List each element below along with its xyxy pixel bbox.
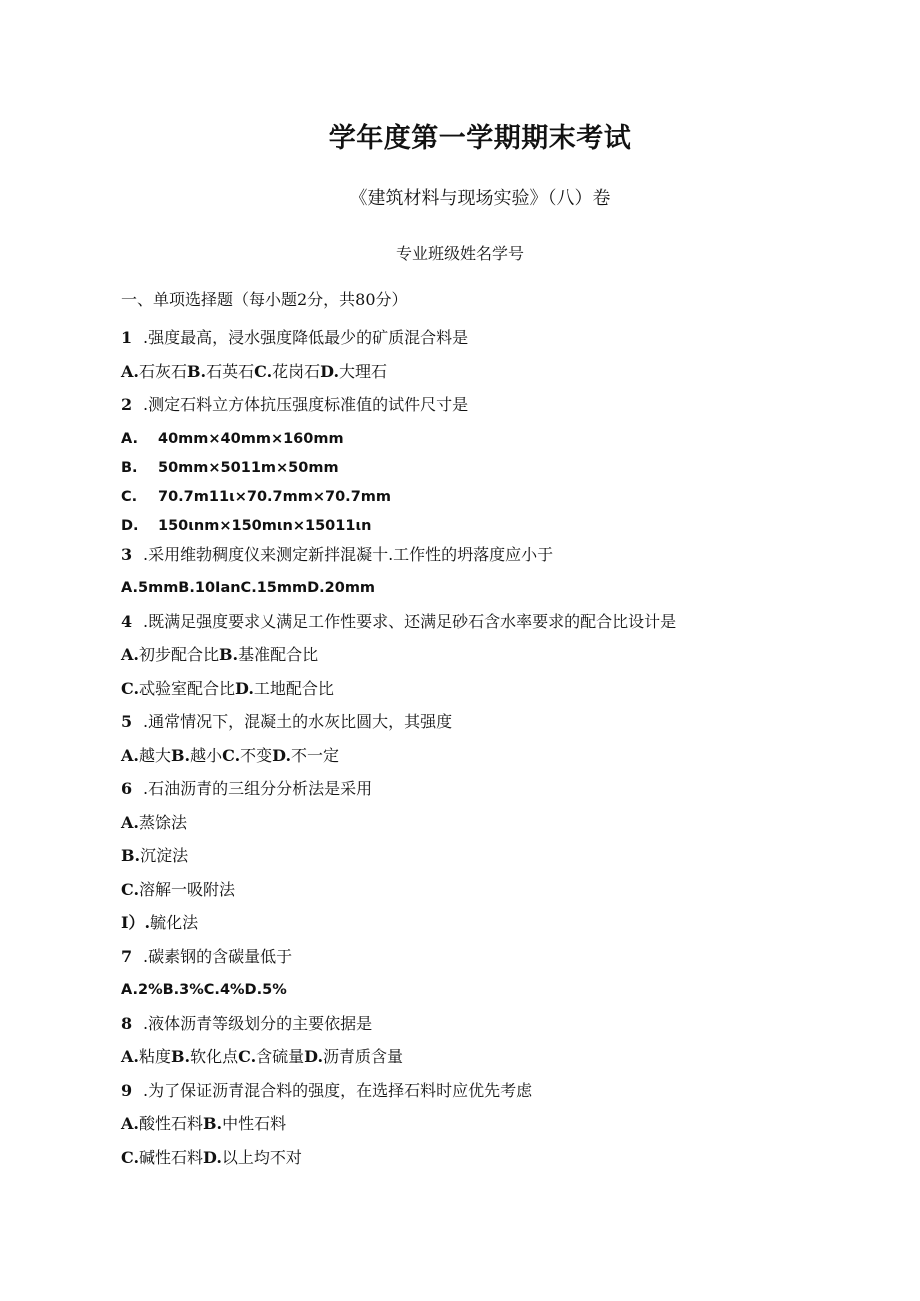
option-text: 不变 xyxy=(240,745,273,765)
option-label: B. xyxy=(171,745,191,765)
option-row xyxy=(121,1044,901,1078)
option-text: 大理石 xyxy=(339,361,388,381)
question-number: 8 xyxy=(121,1013,133,1033)
option-text: 不一定 xyxy=(291,745,340,765)
question-text: .碳素钢的含碳量低于 xyxy=(143,946,293,966)
option-label: A. xyxy=(121,1047,139,1066)
option-row: A.5mmB.10IanC.15mmD.20mm xyxy=(121,580,376,596)
option-label: D. xyxy=(320,361,340,381)
question-number: 9 xyxy=(121,1080,133,1100)
option-row xyxy=(121,910,901,944)
option-label: C. xyxy=(121,678,140,698)
option-label: D. xyxy=(121,517,139,534)
question-text: .为了保证沥青混合料的强度，在选择石料时应优先考虑 xyxy=(143,1080,533,1100)
option-label: C. xyxy=(222,745,241,765)
question-text: .液体沥青等级划分的主要依据是 xyxy=(143,1013,373,1033)
option-text: 软化点 xyxy=(190,1047,239,1066)
option-label: C. xyxy=(254,361,273,381)
option-row xyxy=(121,843,901,877)
student-info-line: 专业班级姓名学号 xyxy=(395,244,524,263)
option-label: A. xyxy=(121,1114,139,1133)
question-text: .采用维勃稠度仪来测定新拌混凝十.工作性的坍落度应小于 xyxy=(143,544,554,564)
option-label: B. xyxy=(203,1114,223,1133)
option-text: 碱性石料 xyxy=(139,1147,204,1167)
option-label: C. xyxy=(121,488,138,505)
option-row xyxy=(121,676,901,710)
question-1 xyxy=(121,325,901,359)
question-text: .通常情况下，混凝土的水灰比圆大，其强度 xyxy=(143,712,453,731)
question-8 xyxy=(121,1011,901,1045)
exam-title: 学年度第一学期期末考试 xyxy=(328,123,632,154)
option-label: C. xyxy=(238,1047,257,1066)
option-text: 越小 xyxy=(190,745,223,765)
option-text: 石英石 xyxy=(206,361,255,381)
option-row xyxy=(121,455,901,484)
option-text: 酸性石料 xyxy=(138,1114,203,1133)
option-label: D. xyxy=(304,1047,324,1066)
option-text: 沥青质含量 xyxy=(323,1047,404,1066)
option-row xyxy=(121,810,901,844)
option-text: 石灰石 xyxy=(138,361,187,381)
question-5 xyxy=(121,709,901,743)
question-text: .测定石料立方体抗压强度标准值的试件尺寸是 xyxy=(143,395,469,414)
option-text: 基准配合比 xyxy=(238,645,319,664)
option-text: 工地配合比 xyxy=(253,678,334,698)
option-label: D. xyxy=(235,678,254,698)
option-label: B. xyxy=(171,1047,191,1066)
question-text: .强度最高，浸水强度降低最少的矿质混合料是 xyxy=(143,328,469,347)
option-label: B. xyxy=(121,459,138,476)
option-text: 初步配合比 xyxy=(138,645,219,664)
option-label: D. xyxy=(203,1147,222,1167)
question-number: 2 xyxy=(121,395,133,414)
option-label: A. xyxy=(121,745,139,765)
option-row xyxy=(121,743,901,777)
question-6 xyxy=(121,776,901,810)
option-row xyxy=(121,1111,901,1145)
option-row: A.2%B.3%C.4%D.5% xyxy=(121,982,287,998)
question-3 xyxy=(121,542,901,576)
option-text: 忒验室配合比 xyxy=(139,678,236,698)
option-text: 越大 xyxy=(138,745,171,765)
option-row xyxy=(121,484,901,513)
option-text: 中性石料 xyxy=(222,1114,287,1133)
option-label: A. xyxy=(121,430,138,447)
option-label: A. xyxy=(121,361,139,381)
question-text: .石油沥青的三组分分析法是采用 xyxy=(143,779,373,798)
option-label: C. xyxy=(121,1147,140,1167)
option-text: 沉淀法 xyxy=(140,846,189,865)
question-7 xyxy=(121,944,901,978)
option-label: I）. xyxy=(121,913,151,932)
option-label: B. xyxy=(121,846,141,865)
exam-subtitle: 《建筑材料与现场实验》（八）卷 xyxy=(349,188,611,209)
option-label: B. xyxy=(219,645,239,664)
option-label: D. xyxy=(272,745,292,765)
option-label: B. xyxy=(187,361,207,381)
option-row xyxy=(121,877,901,911)
exam-body xyxy=(121,287,901,1178)
question-text: .既满足强度要求乂满足工作性要求、还满足砂石含水率要求的配合比设计是 xyxy=(143,611,677,631)
option-row xyxy=(121,513,901,542)
question-number: 5 xyxy=(121,712,133,731)
option-row xyxy=(121,642,901,676)
option-text: 50mm×5011m×50mm xyxy=(158,459,339,476)
question-number: 1 xyxy=(121,328,133,347)
option-label: A. xyxy=(121,812,139,832)
option-label: A. xyxy=(121,645,139,664)
option-text: 花岗石 xyxy=(272,361,321,381)
option-text: 70.7m11ι×70.7mm×70.7mm xyxy=(158,488,391,505)
option-text: 40mm×40mm×160mm xyxy=(158,430,344,447)
option-label: C. xyxy=(121,879,140,899)
question-9 xyxy=(121,1078,901,1112)
option-text: 粘度 xyxy=(138,1047,171,1066)
option-row xyxy=(121,1145,901,1179)
question-number: 4 xyxy=(121,611,133,631)
option-text: 150ιnm×150mιn×15011ιn xyxy=(158,517,372,534)
question-number: 3 xyxy=(121,544,133,564)
question-number: 7 xyxy=(121,946,133,966)
option-text: 溶解一吸附法 xyxy=(139,879,236,899)
option-text: 蒸馀法 xyxy=(138,812,187,832)
option-row xyxy=(121,426,901,455)
option-row xyxy=(121,359,901,393)
option-text: 以上均不对 xyxy=(221,1147,302,1167)
option-text: 毓化法 xyxy=(150,913,199,932)
option-text: 含硫量 xyxy=(256,1047,305,1066)
question-2 xyxy=(121,392,901,426)
question-number: 6 xyxy=(121,779,133,798)
question-4 xyxy=(121,609,901,643)
section-header: 一、单项选择题（每小题2分，共80分） xyxy=(121,290,408,309)
